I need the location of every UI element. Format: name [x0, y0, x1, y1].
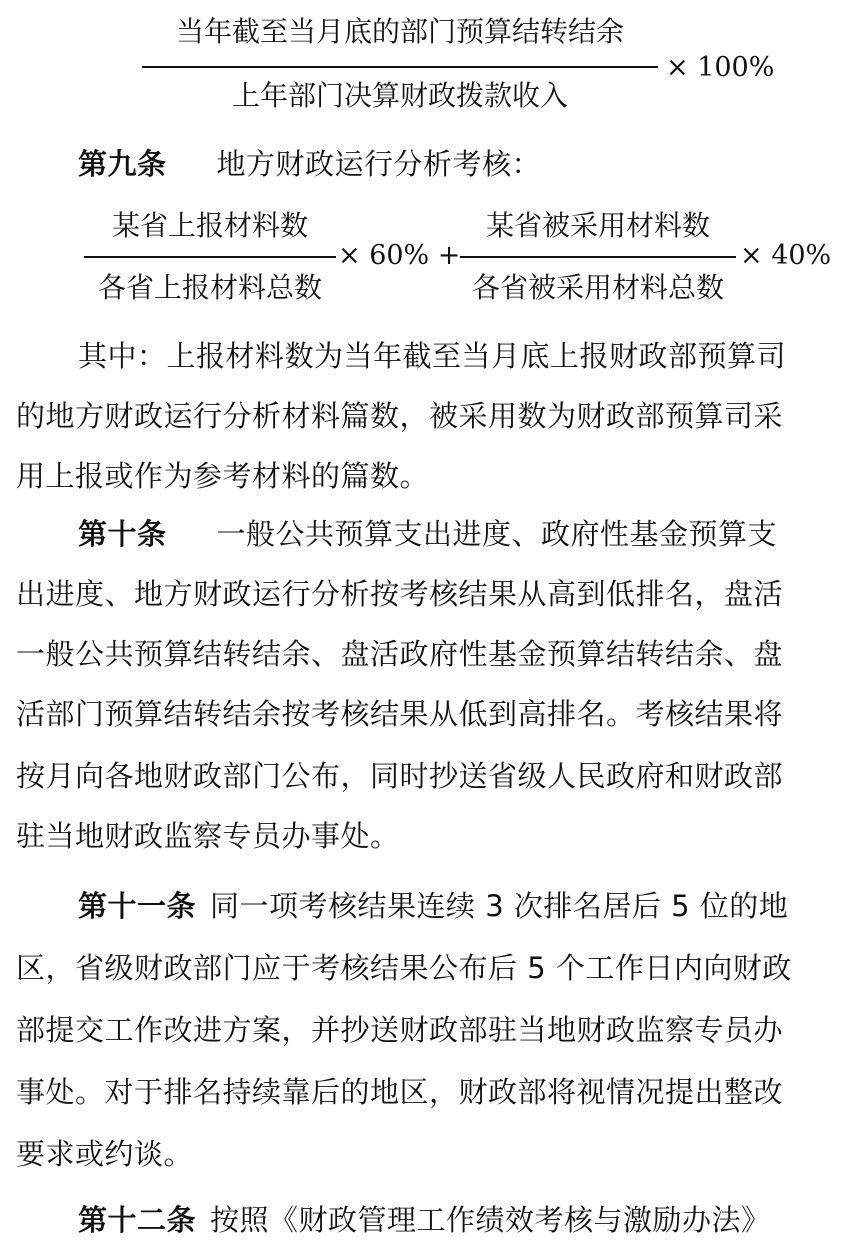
article-11-line: 事处。对于排名持续靠后的地区，财政部将视情况提出整改 [16, 1075, 784, 1109]
formula-2-term-1-bar [84, 256, 336, 258]
formula-1-numerator: 当年截至当月底的部门预算结转结余 [175, 15, 624, 48]
formula-2-term-1-factor: × 60% + [338, 240, 461, 271]
formula-2-term-2-bar [460, 256, 736, 258]
article-9-heading: 第九条 [78, 147, 167, 181]
formula-2-term-1-numerator: 某省上报材料数 [111, 209, 308, 242]
article-11-line: 部提交工作改进方案，并抄送财政部驻当地财政监察专员办 [16, 1013, 784, 1047]
article-11-first-line [78, 886, 850, 926]
formula-2-term-1-fraction [84, 208, 336, 308]
article-10-first-line [78, 514, 850, 554]
formula-1-fraction [142, 14, 658, 122]
article-11-line: 区，省级财政部门应于考核结果公布后 5 个工作日内向财政 [16, 951, 792, 985]
article-10-line: 驻当地财政监察专员办事处。 [16, 819, 400, 853]
article-12-first-line [78, 1200, 850, 1240]
formula-2-term-2-factor: × 40% [740, 240, 832, 271]
article-11-text: 同一项考核结果连续 3 次排名居后 5 位的地 [210, 889, 789, 923]
article-9-title-line [78, 144, 850, 184]
article-10-line: 一般公共预算结转结余、盘活政府性基金预算结转结余、盘 [16, 637, 784, 671]
article-10-line: 出进度、地方财政运行分析按考核结果从高到低排名，盘活 [16, 577, 784, 611]
article-12-heading: 第十二条 [78, 1203, 197, 1237]
article-10-line: 按月向各地财政部门公布，同时抄送省级人民政府和财政部 [16, 759, 784, 793]
note-line: 的地方财政运行分析材料篇数，被采用数为财政部预算司采 [16, 399, 784, 433]
formula-1-denominator: 上年部门决算财政拨款收入 [231, 79, 568, 112]
formula-2-term-2-denominator: 各省被采用材料总数 [471, 271, 724, 304]
note-line: 用上报或作为参考材料的篇数。 [16, 459, 430, 493]
article-10-heading: 第十条 [78, 517, 167, 551]
formula-1-factor: × 100% [666, 52, 775, 83]
formula-2-term-2-fraction [460, 208, 736, 308]
article-12-text: 按照《财政管理工作绩效考核与激励办法》 [210, 1203, 771, 1237]
article-10-text: 一般公共预算支出进度、政府性基金预算支 [216, 517, 778, 551]
formula-2-term-1-denominator: 各省上报材料总数 [97, 271, 322, 304]
formula-1-fraction-bar [142, 66, 658, 68]
article-10-line: 活部门预算结转结余按考核结果从低到高排名。考核结果将 [16, 697, 784, 731]
article-11-line: 要求或约谈。 [16, 1137, 194, 1171]
article-11-heading: 第十一条 [78, 889, 197, 923]
note-line: 其中：上报材料数为当年截至当月底上报财政部预算司 [78, 339, 787, 373]
formula-2-term-2-numerator: 某省被采用材料数 [485, 209, 710, 242]
article-9-title: 地方财政运行分析考核： [216, 147, 542, 181]
